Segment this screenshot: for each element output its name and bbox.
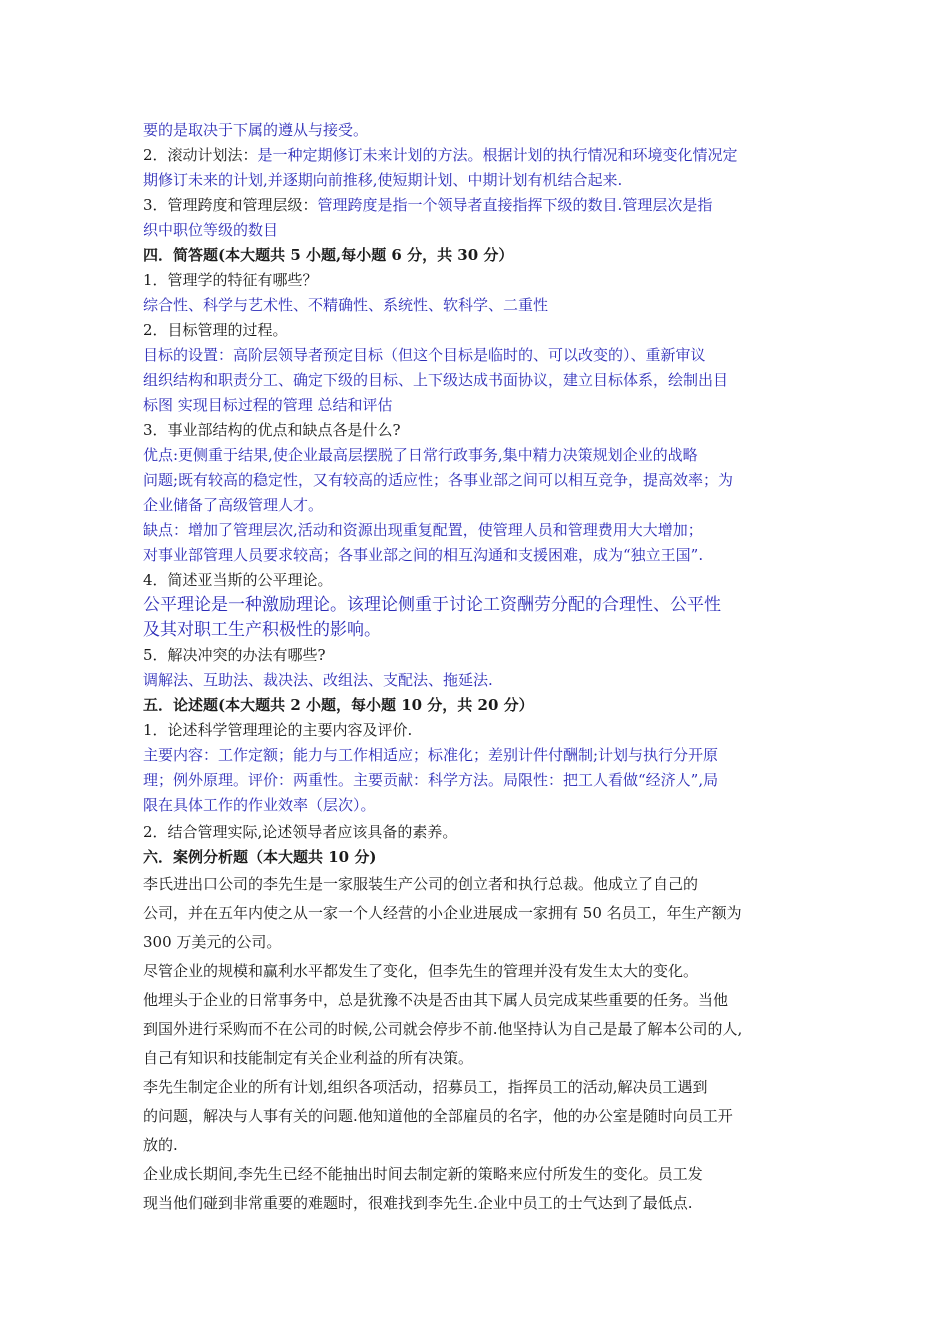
case-line: 企业成长期间,李先生已经不能抽出时间去制定新的策略来应付所发生的变化。员工发 <box>143 1165 703 1183</box>
case-line: 300 万美元的公司。 <box>143 933 282 951</box>
question: 3．事业部结构的优点和缺点各是什么? <box>143 421 401 439</box>
question: 2．目标管理的过程。 <box>143 321 288 339</box>
case-line: 公司，并在五年内使之从一家一个人经营的小企业进展成一家拥有 50 名员工，年生产额为 <box>143 904 742 922</box>
question: 4．简述亚当斯的公平理论。 <box>143 571 333 589</box>
answer-line: 对事业部管理人员要求较高；各事业部之间的相互沟通和支援困难，成为“独立王国”. <box>143 546 704 564</box>
case-line: 尽管企业的规模和赢利水平都发生了变化，但李先生的管理并没有发生太大的变化。 <box>143 962 699 980</box>
case-study <box>143 870 813 1218</box>
section-heading: 五．论述题(本大题共 2 小题，每小题 10 分，共 20 分） <box>143 696 534 714</box>
case-line: 的问题，解决与人事有关的问题.他知道他的全部雇员的名字，他的办公室是随时向员工开 <box>143 1107 733 1125</box>
term-line <box>143 193 813 218</box>
case-line: 放的. <box>143 1136 178 1154</box>
answer-line: 组织结构和职责分工、确定下级的目标、上下级达成书面协议，建立目标体系，绘制出目 <box>143 371 729 389</box>
section-heading: 四．简答题(本大题共 5 小题,每小题 6 分，共 30 分） <box>143 246 514 264</box>
question: 5．解决冲突的办法有哪些? <box>143 646 326 664</box>
answer-line: 主要内容：工作定额；能力与工作相适应；标准化；差别计件付酬制;计划与执行分开原 <box>143 746 719 764</box>
answer-line: 目标的设置：高阶层领导者预定目标（但这个目标是临时的、可以改变的）、重新审议 <box>143 346 706 364</box>
term-label: 2．滚动计划法： <box>143 146 258 164</box>
answer-line: 问题;既有较高的稳定性，又有较高的适应性；各事业部之间可以相互竞争，提高效率；为 <box>143 471 734 489</box>
question: 1．论述科学管理理论的主要内容及评价. <box>143 721 413 739</box>
case-line: 他埋头于企业的日常事务中，总是犹豫不决是否由其下属人员完成某些重要的任务。当他 <box>143 991 729 1009</box>
question: 2．结合管理实际,论述领导者应该具备的素养。 <box>143 823 458 841</box>
term-definition: 是一种定期修订未来计划的方法。根据计划的执行情况和环境变化情况定 <box>257 146 738 164</box>
answer-line: 公平理论是一种激励理论。该理论侧重于讨论工资酬劳分配的合理性、公平性 <box>143 595 721 615</box>
answer-line: 及其对职工生产积极性的影响。 <box>143 620 381 640</box>
case-line: 李氏进出口公司的李先生是一家服装生产公司的创立者和执行总裁。他成立了自己的 <box>143 875 699 893</box>
section-heading: 六．案例分析题（本大题共 10 分) <box>143 848 377 866</box>
answer-line: 优点:更侧重于结果,使企业最高层摆脱了日常行政事务,集中精力决策规划企业的战略 <box>143 446 698 464</box>
answer-line: 织中职位等级的数目 <box>143 221 279 239</box>
answer-line: 限在具体工作的作业效率（层次）。 <box>143 796 376 814</box>
answer-line: 理；例外原理。评价：两重性。主要贡献：科学方法。局限性：把工人看做“经济人”,局 <box>143 771 719 789</box>
answer-line: 标图 实现目标过程的管理 总结和评估 <box>143 396 393 414</box>
answer-line: 企业储备了高级管理人才。 <box>143 496 324 514</box>
case-line: 现当他们碰到非常重要的难题时，很难找到李先生.企业中员工的士气达到了最低点. <box>143 1194 693 1212</box>
case-line: 到国外进行采购而不在公司的时候,公司就会停步不前.他坚持认为自己是最了解本公司的人, <box>143 1020 743 1038</box>
answer-line: 要的是取决于下属的遵从与接受。 <box>143 121 369 139</box>
term-definition: 管理跨度是指一个领导者直接指挥下级的数目.管理层次是指 <box>317 196 713 214</box>
term-label: 3．管理跨度和管理层级： <box>143 196 318 214</box>
document-page <box>143 118 813 1218</box>
term-line <box>143 143 813 168</box>
answer-line: 综合性、科学与艺术性、不精确性、系统性、软科学、二重性 <box>143 296 549 314</box>
answer-line: 期修订未来的计划,并逐期向前推移,使短期计划、中期计划有机结合起来. <box>143 171 623 189</box>
case-line: 自己有知识和技能制定有关企业利益的所有决策。 <box>143 1049 474 1067</box>
case-line: 李先生制定企业的所有计划,组织各项活动，招募员工，指挥员工的活动,解决员工遇到 <box>143 1078 708 1096</box>
question: 1．管理学的特征有哪些？ <box>143 271 318 289</box>
answer-line: 调解法、互助法、裁决法、改组法、支配法、拖延法. <box>143 671 493 689</box>
answer-line: 缺点：增加了管理层次,活动和资源出现重复配置，使管理人员和管理费用大大增加； <box>143 521 703 539</box>
